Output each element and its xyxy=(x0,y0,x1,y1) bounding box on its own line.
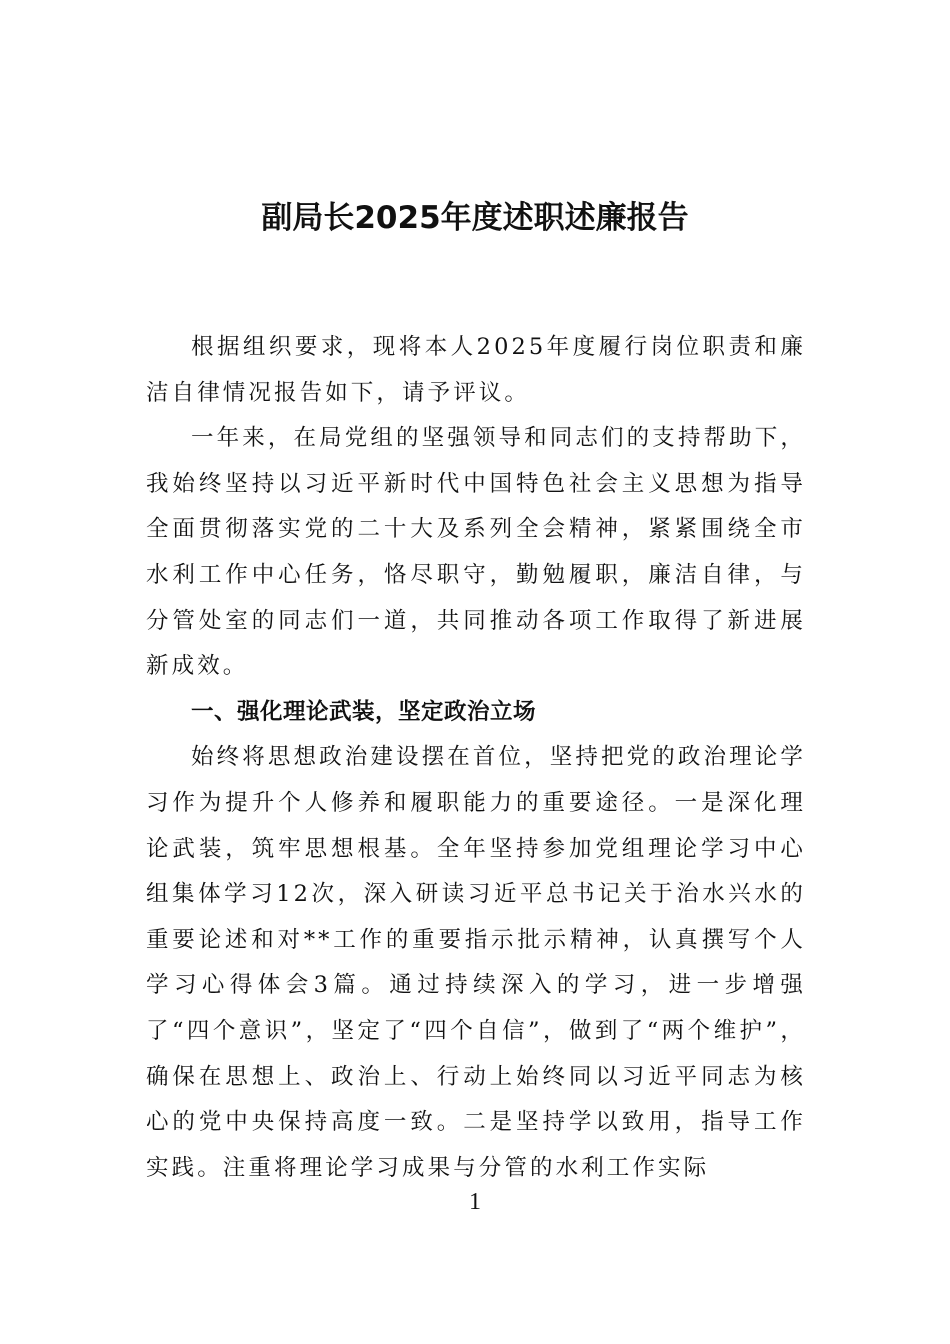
section-paragraph: 始终将思想政治建设摆在首位，坚持把党的政治理论学习作为提升个人修养和履职能力的重要途径。一是深化理论武装，筑牢思想根基。全年坚持参加党组理论学习中心组集体学习12次，深入研读习近平总书记关于治水兴水的重要论述和对**工作的重要指示批示精神，认真撰写个人学习心得体会3篇。通过持续深入的学习，进一步增强了“四个意识”，坚定了“四个自信”，做到了“两个维护”，确保在思想上、政治上、行动上始终同以习近平同志为核心的党中央保持高度一致。二是坚持学以致用，指导工作实践。注重将理论学习成果与分管的水利工作实际 xyxy=(146,744,806,1181)
document-body xyxy=(146,325,806,1191)
page-number: 1 xyxy=(469,1189,481,1215)
document-title: 副局长2025年度述职述廉报告 xyxy=(261,200,689,236)
intro-paragraph: 根据组织要求，现将本人2025年度履行岗位职责和廉洁自律情况报告如下，请予评议。 xyxy=(146,334,806,406)
section-heading: 一、强化理论武装，坚定政治立场 xyxy=(191,698,537,725)
summary-paragraph: 一年来，在局党组的坚强领导和同志们的支持帮助下，我始终坚持以习近平新时代中国特色社会主义思想为指导全面贯彻落实党的二十大及系列全会精神，紧紧围绕全市水利工作中心任务，恪尽职守，勤勉履职，廉洁自律，与分管处室的同志们一道，共同推动各项工作取得了新进展新成效。 xyxy=(146,425,806,680)
